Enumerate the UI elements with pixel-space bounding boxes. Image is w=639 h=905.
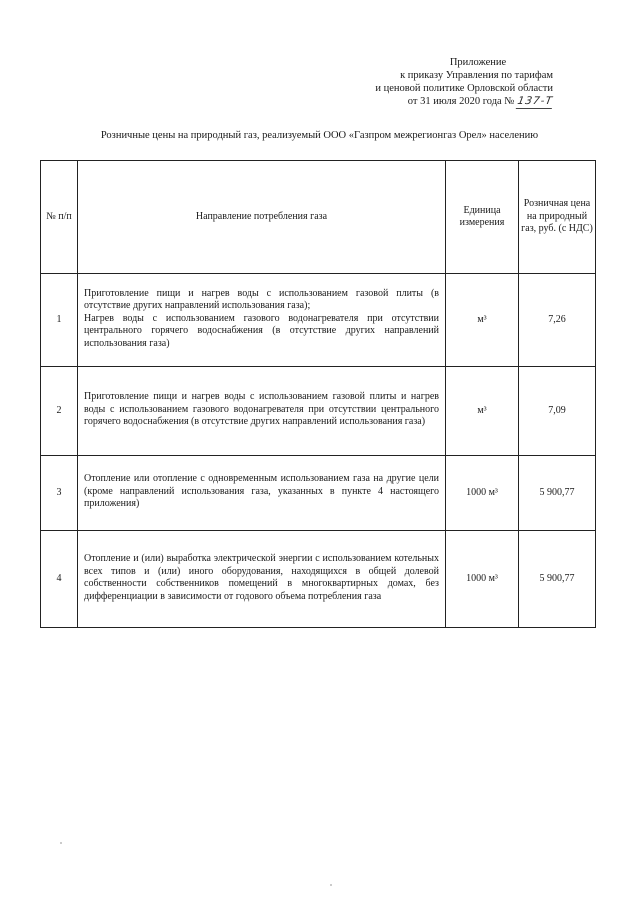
row-unit: м³: [446, 367, 519, 456]
price-table: [40, 160, 596, 628]
document-title: Розничные цены на природный газ, реализуемый ООО «Газпром межрегионгаз Орел» населению: [100, 130, 539, 141]
direction-text: Приготовление пищи и нагрев воды с использованием газовой плиты и нагрев воды с использованием газового водонагревателя при отсутствии центрального горячего водоснабжения (в отсутствие других направлений использования газа): [84, 391, 439, 428]
row-price: 7,09: [519, 367, 596, 456]
row-price: 7,26: [519, 274, 596, 367]
table-header-row: [41, 161, 596, 274]
appendix-order-ref: к приказу Управления по тарифам: [400, 70, 553, 81]
row-number: 4: [41, 531, 78, 628]
appendix-authority: и ценовой политике Орловской области: [375, 83, 553, 94]
appendix-block: [343, 56, 553, 109]
scan-speck: [330, 884, 332, 886]
row-number: 1: [41, 274, 78, 367]
header-direction: Направление потребления газа: [78, 161, 446, 274]
row-unit: 1000 м³: [446, 531, 519, 628]
table-row: [41, 531, 596, 628]
direction-text: Нагрев воды с использованием газового водонагревателя при отсутствии центрального горячего водоснабжения (в отсутствие других направлений использования газа): [84, 312, 439, 349]
table-row: [41, 456, 596, 531]
row-unit: м³: [446, 274, 519, 367]
table-row: [41, 367, 596, 456]
header-unit: Единица измерения: [446, 161, 519, 274]
appendix-date-line: [343, 95, 553, 109]
header-price: Розничная цена на природный газ, руб. (с НДС): [519, 161, 596, 274]
scan-speck: [60, 842, 62, 844]
row-number: 2: [41, 367, 78, 456]
row-price: 5 900,77: [519, 456, 596, 531]
row-unit: 1000 м³: [446, 456, 519, 531]
handwritten-order-number: 137-Т: [516, 95, 554, 107]
row-direction: [78, 531, 446, 628]
table-row: [41, 274, 596, 367]
row-price: 5 900,77: [519, 531, 596, 628]
direction-text: Приготовление пищи и нагрев воды с использованием газовой плиты (в отсутствие других направлений использования газа);: [84, 287, 439, 312]
row-direction: [78, 456, 446, 531]
header-number: № п/п: [41, 161, 78, 274]
row-number: 3: [41, 456, 78, 531]
direction-text: Отопление или отопление с одновременным использованием газа на другие цели (кроме направлений использования газа, указанных в пункте 4 настоящего приложения): [84, 473, 439, 510]
appendix-date: от 31 июля 2020 года №: [407, 96, 515, 107]
row-direction: [78, 274, 446, 367]
appendix-heading: Приложение: [449, 57, 507, 68]
direction-text: Отопление и (или) выработка электрической энергии с использованием котельных всех типов и (или) иного оборудования, находящихся в общей долевой собственности собственников помещений в многоквартирных домах, без дифференциации в зависимости от годового объема потребления газа: [84, 553, 439, 602]
row-direction: [78, 367, 446, 456]
